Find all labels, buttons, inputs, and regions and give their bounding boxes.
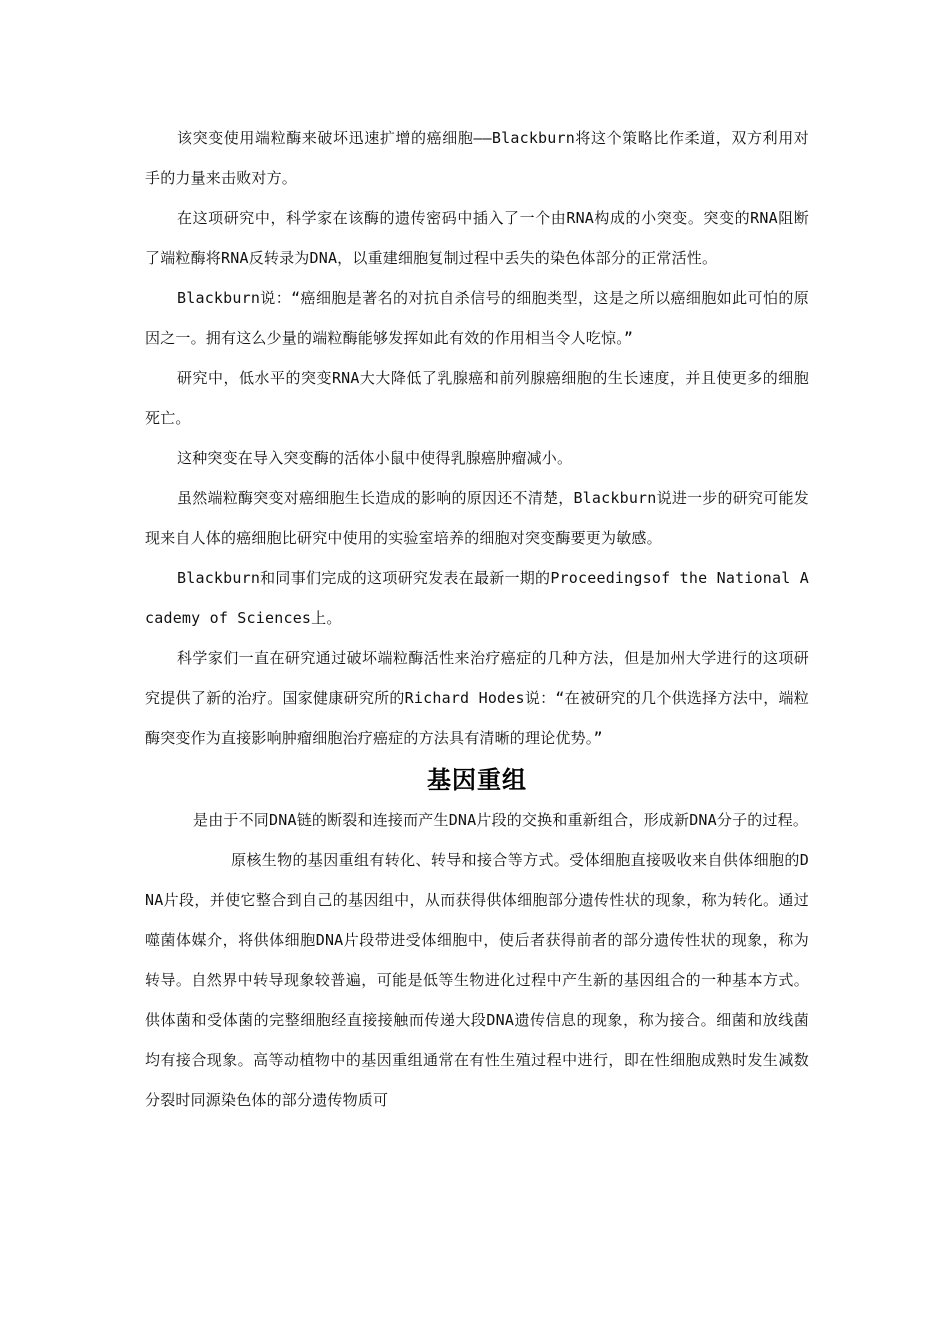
paragraph-judo-strategy: 该突变使用端粒酶来破坏迅速扩增的癌细胞——Blackburn将这个策略比作柔道，双方利用对手的力量来击败对方。 [145,129,809,187]
section-heading: 基因重组 [427,766,527,794]
paragraph-prokaryote-recombination: 原核生物的基因重组有转化、转导和接合等方式。受体细胞直接吸收来自供体细胞的DNA片段，并使它整合到自己的基因组中，从而获得供体细胞部分遗传性状的现象，称为转化。通过噬菌体媒介，将供体细胞DNA片段带进受体细胞中，使后者获得前者的部分遗传性状的现象，称为转导。自然界中转导现象较普遍，可能是低等生物进化过程中产生新的基因组合的一种基本方式。供体菌和受体菌的完整细胞经直接接触而传递大段DNA遗传信息的现象，称为接合。细菌和放线菌均有接合现象。高等动植物中的基因重组通常在有性生殖过程中进行，即在性细胞成熟时发生减数分裂时同源染色体的部分遗传物质可 [145,851,809,1109]
paragraph-sensitivity: 虽然端粒酶突变对癌细胞生长造成的影响的原因还不清楚，Blackburn说进一步的研究可能发现来自人体的癌细胞比研究中使用的实验室培养的细胞对突变酶要更为敏感。 [145,489,809,547]
document-body [145,118,809,1120]
paragraph-growth-reduction: 研究中，低水平的突变RNA大大降低了乳腺癌和前列腺癌细胞的生长速度，并且使更多的细胞死亡。 [145,369,809,427]
paragraph-blackburn-quote: Blackburn说：“癌细胞是著名的对抗自杀信号的细胞类型，这是之所以癌细胞如此可怕的原因之一。拥有这么少量的端粒酶能够发挥如此有效的作用相当令人吃惊。” [145,289,809,347]
paragraph-mouse-tumor: 这种突变在导入突变酶的活体小鼠中使得乳腺癌肿瘤减小。 [177,449,573,467]
paragraph-definition: 是由于不同DNA链的断裂和连接而产生DNA片段的交换和重新组合，形成新DNA分子的过程。 [193,811,809,829]
paragraph-publication: Blackburn和同事们完成的这项研究发表在最新一期的Proceedingsof the National Academy of Sciences上。 [145,569,809,627]
paragraph-rna-mutation: 在这项研究中，科学家在该酶的遗传密码中插入了一个由RNA构成的小突变。突变的RNA阻断了端粒酶将RNA反转录为DNA，以重建细胞复制过程中丢失的染色体部分的正常活性。 [145,209,809,267]
paragraph-treatment-methods: 科学家们一直在研究通过破坏端粒酶活性来治疗癌症的几种方法，但是加州大学进行的这项研究提供了新的治疗。国家健康研究所的Richard Hodes说：“在被研究的几个供选择方法中，端粒酶突变作为直接影响肿瘤细胞治疗癌症的方法具有清晰的理论优势。” [145,649,809,747]
